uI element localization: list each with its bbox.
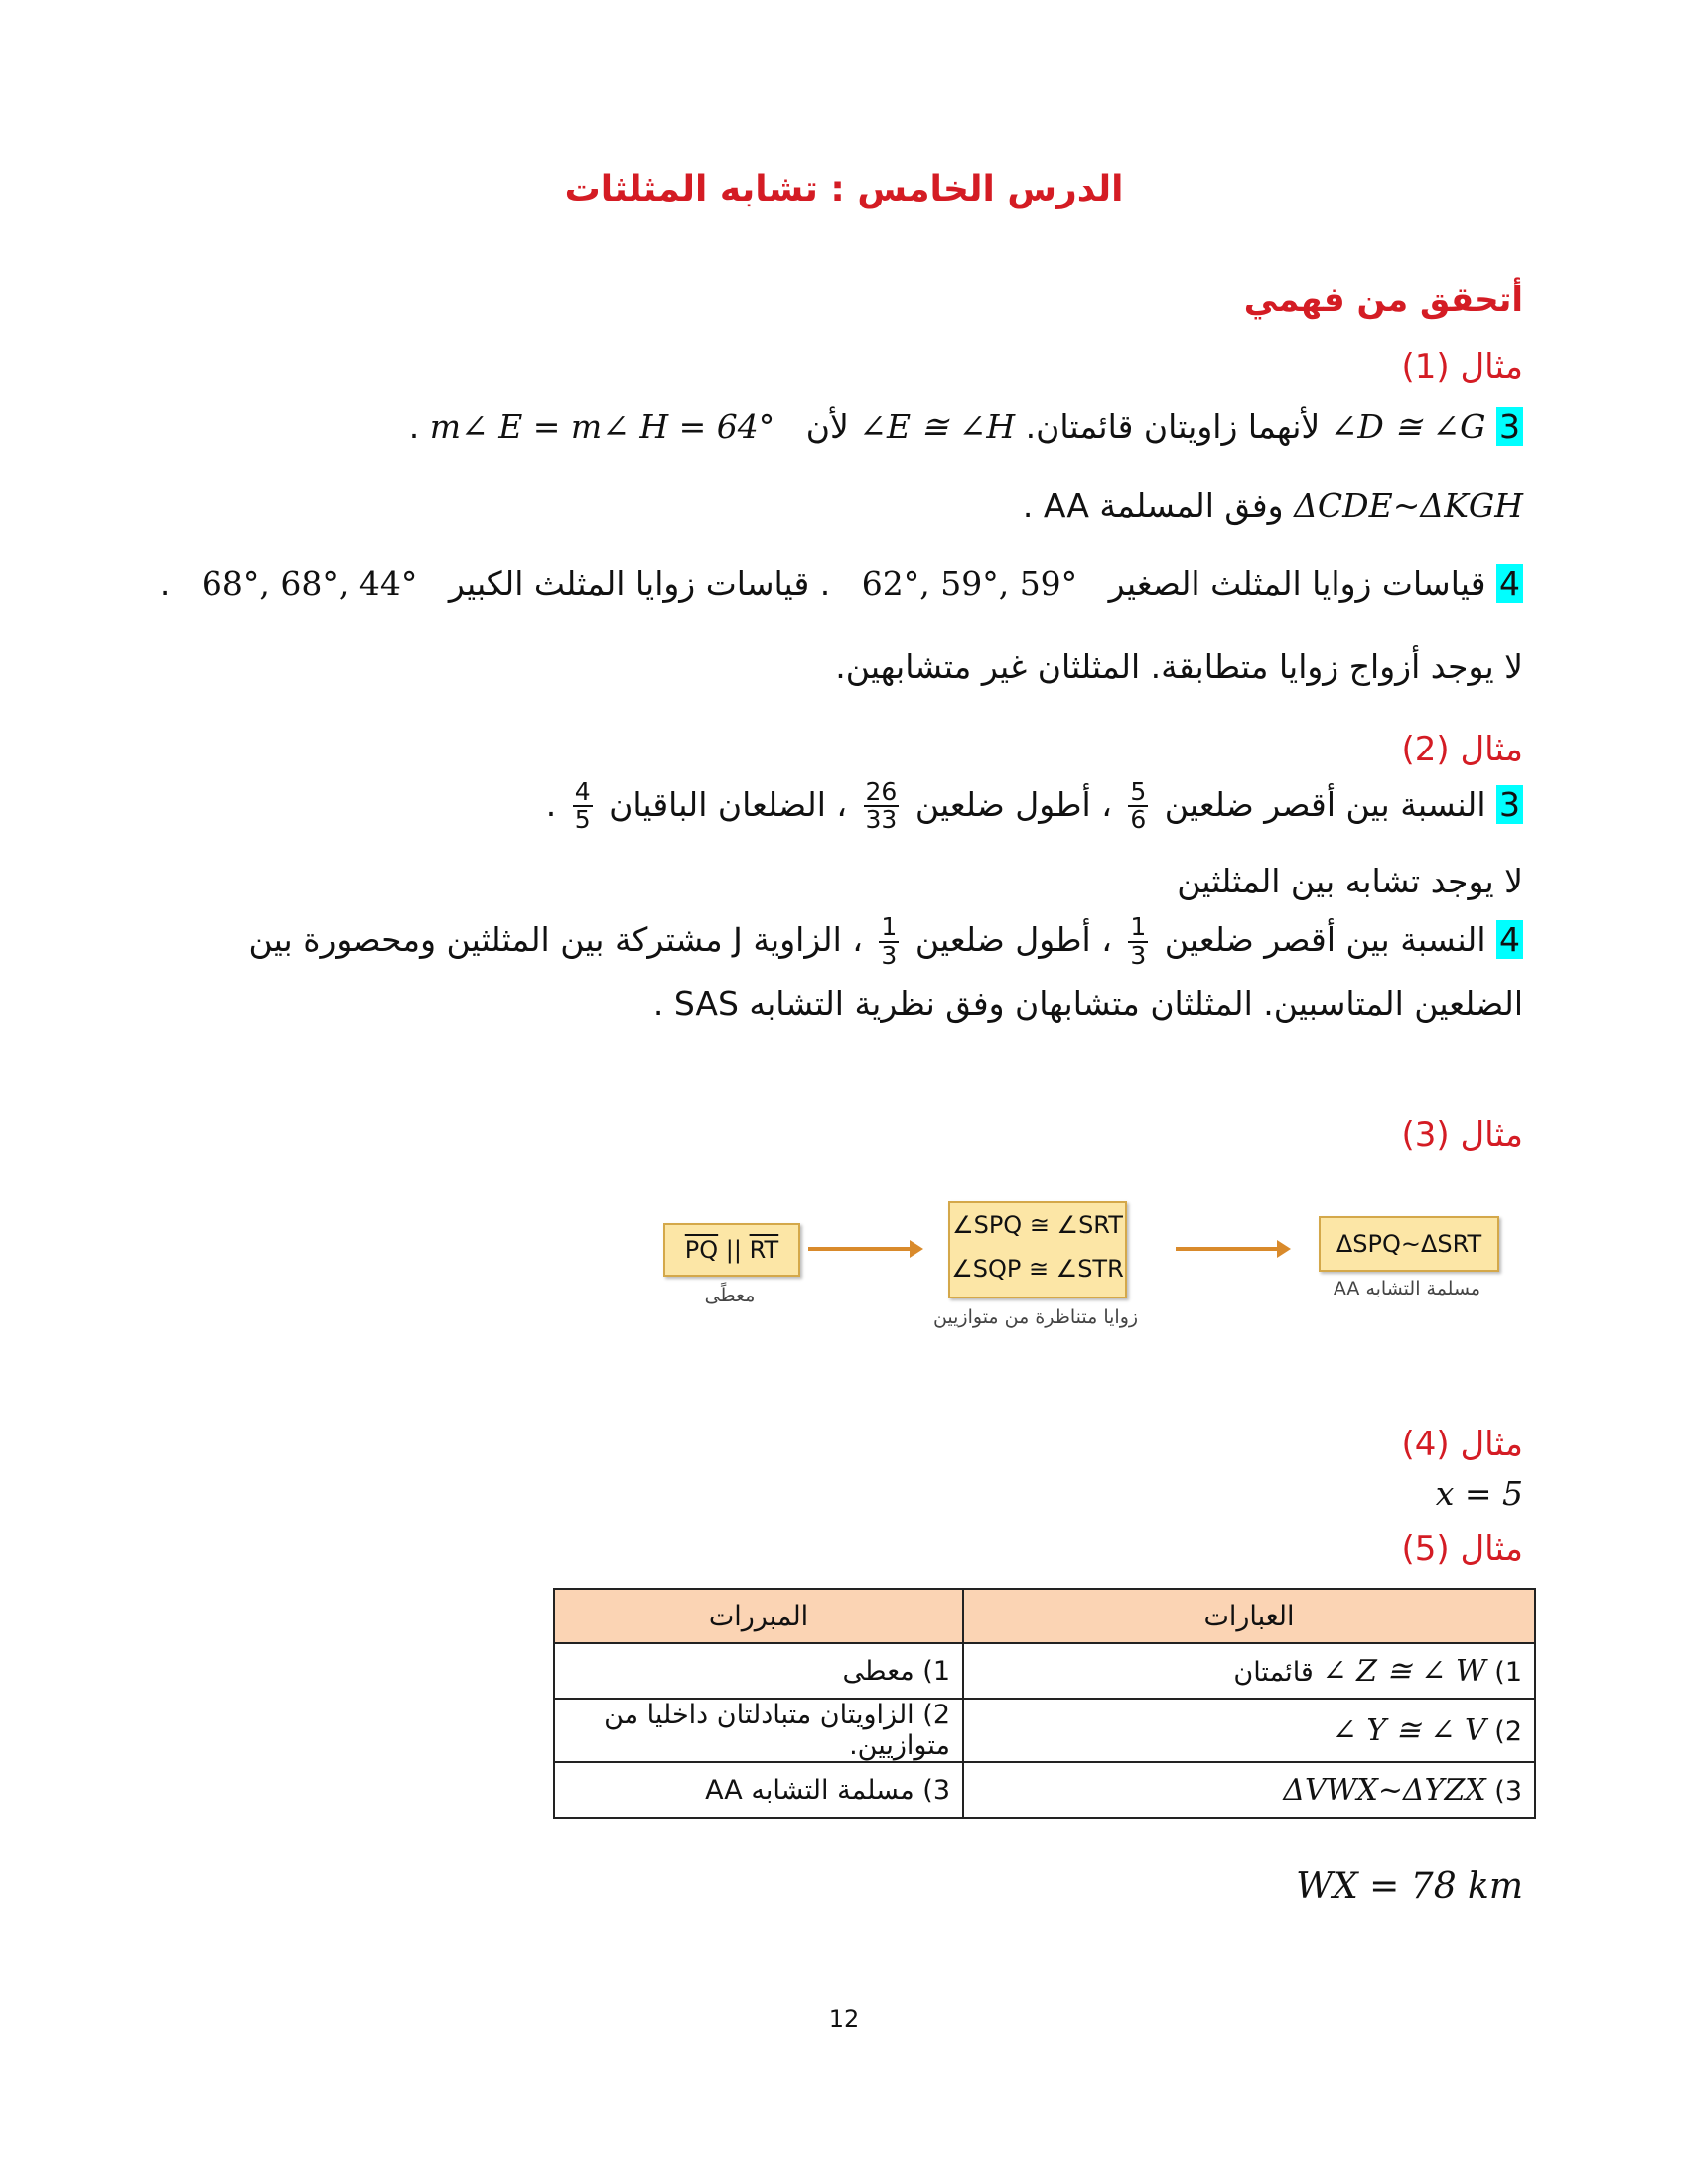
section-heading: أتحقق من فهمي xyxy=(1243,280,1523,320)
page-title: الدرس الخامس : تشابه المثلثات xyxy=(564,169,1124,209)
ex2-q4-text3: ، الزاوية J مشتركة بين المثلثين ومحصورة بين الضلعين المتاسبين. المثلثان متشابهان وفق نظرية التشابه SAS . xyxy=(248,920,1523,1023)
header-statements: العبارات xyxy=(963,1589,1535,1643)
ex1-q3-measure: m∠ E = m∠ H = 64° xyxy=(429,407,775,446)
proof-table xyxy=(553,1588,1536,1819)
flow-box-similarity: ΔSPQ~ΔSRT xyxy=(1319,1216,1499,1272)
table-row xyxy=(554,1643,1535,1699)
ex1-q3-because: لأن xyxy=(805,407,849,446)
ex1-q4-large-angles: 68°, 68°, 44° xyxy=(201,564,418,603)
ex1-q3-postulate: وفق المسلمة AA . xyxy=(1022,486,1284,525)
ex1-q3-line2 xyxy=(1023,486,1523,525)
statement-cell xyxy=(963,1643,1535,1699)
example-5-label: مثال (5) xyxy=(1401,1529,1523,1569)
ex2-q3-number: 3 xyxy=(1496,785,1523,824)
header-reasons: المبررات xyxy=(554,1589,963,1643)
ex2-q3-fraction-rest: $\frac{4}{5}$ xyxy=(574,777,591,835)
arrow-right-icon xyxy=(1174,1234,1293,1264)
statement-cell xyxy=(963,1762,1535,1818)
ex2-q3-fraction-short: $\frac{5}{6}$ xyxy=(1130,777,1147,835)
ex2-q3-fraction-long: $\frac{26}{33}$ xyxy=(865,777,898,835)
flow-caption-angles: زوايا متناظرة من متوازيين xyxy=(932,1306,1139,1328)
ex2-q4-paragraph xyxy=(228,908,1523,1035)
example-4-label: مثال (4) xyxy=(1401,1425,1523,1464)
table-row xyxy=(554,1699,1535,1762)
reason-cell: 2) الزاويتان متبادلتان داخليا من متوازيين. xyxy=(554,1699,963,1762)
segment-rt: $\overline{RT}$ xyxy=(749,1236,779,1264)
ex1-q4-number: 4 xyxy=(1496,564,1523,603)
angle-congruence-1: ∠SPQ ≅ ∠SRT xyxy=(952,1211,1123,1239)
table-row xyxy=(554,1762,1535,1818)
ex2-q4-text2: ، أطول ضلعين xyxy=(914,920,1112,959)
ex1-q3-angles-dg: ∠D ≅ ∠G xyxy=(1330,407,1486,446)
ex1-q4-small-label: قياسات زوايا المثلث الصغير xyxy=(1108,564,1486,603)
ex1-q3-period: . xyxy=(408,407,420,446)
ex2-q4-number: 4 xyxy=(1496,920,1523,959)
ex2-q3-text3: ، الضلعان الباقيان xyxy=(609,784,848,824)
ex2-q4-fraction-long: $\frac{1}{3}$ xyxy=(881,912,898,970)
ex5-answer: WX = 78 km xyxy=(1296,1866,1523,1907)
ex1-q3-number: 3 xyxy=(1496,407,1523,446)
ex1-q3-line1 xyxy=(409,407,1523,446)
ex1-q4-line2: لا يوجد أزواج زوايا متطابقة. المثلثان غير متشابهين. xyxy=(835,647,1523,686)
statement-number: 2) xyxy=(1494,1715,1522,1747)
proof-header-row xyxy=(554,1589,1535,1643)
example-2-label: مثال (2) xyxy=(1401,730,1523,769)
statement-number: 1) xyxy=(1494,1656,1522,1688)
ex1-q4-period: . xyxy=(159,564,171,603)
ex1-q3-angles-eh: ∠E ≅ ∠H xyxy=(859,407,1016,446)
flow-caption-similarity: مسلمة التشابه AA xyxy=(1333,1278,1481,1299)
example-1-label: مثال (1) xyxy=(1401,347,1523,387)
arrow-right-icon xyxy=(806,1234,925,1264)
statement-text: قائمتان xyxy=(1233,1656,1314,1688)
flow-box-given xyxy=(663,1223,800,1277)
parallel-sign: || xyxy=(725,1236,742,1264)
statement-math: ∠ Y ≅ ∠ V xyxy=(1332,1712,1486,1748)
ex2-q3-text2: ، أطول ضلعين xyxy=(914,784,1112,824)
ex1-q3-reason: لأنهما زاويتان قائمتان. xyxy=(1025,407,1321,446)
ex2-q3-line1 xyxy=(546,779,1523,834)
ex2-q4-fraction-short: $\frac{1}{3}$ xyxy=(1130,912,1147,970)
angle-congruence-2: ∠SQP ≅ ∠STR xyxy=(951,1255,1124,1283)
ex4-answer: x = 5 xyxy=(1435,1474,1523,1513)
segment-pq: $\overline{PQ}$ xyxy=(684,1236,719,1264)
ex2-q3-line2: لا يوجد تشابه بين المثلثين xyxy=(1177,862,1523,900)
ex1-q3-similarity: ΔCDE~ΔKGH xyxy=(1294,486,1523,525)
ex2-q3-period: . xyxy=(545,784,557,824)
page-number: 12 xyxy=(828,2005,860,2033)
ex1-q4-small-angles: 62°, 59°, 59° xyxy=(861,564,1078,603)
reason-cell: 1) معطى xyxy=(554,1643,963,1699)
ex2-q3-text1: النسبة بين أقصر ضلعين xyxy=(1164,784,1486,824)
ex2-q4-text1: النسبة بين أقصر ضلعين xyxy=(1164,920,1486,959)
statement-math: ∠ Z ≅ ∠ W xyxy=(1322,1653,1486,1689)
statement-cell xyxy=(963,1699,1535,1762)
example-3-label: مثال (3) xyxy=(1401,1115,1523,1155)
flow-box-angles xyxy=(948,1201,1127,1298)
ex1-q4-large-label: . قياسات زوايا المثلث الكبير xyxy=(448,564,831,603)
statement-math: ΔVWX~ΔYZX xyxy=(1283,1772,1486,1808)
flow-caption-given: معطًى xyxy=(704,1285,756,1306)
ex1-q4-line1 xyxy=(160,564,1523,603)
reason-cell: 3) مسلمة التشابه AA xyxy=(554,1762,963,1818)
statement-number: 3) xyxy=(1494,1775,1522,1807)
